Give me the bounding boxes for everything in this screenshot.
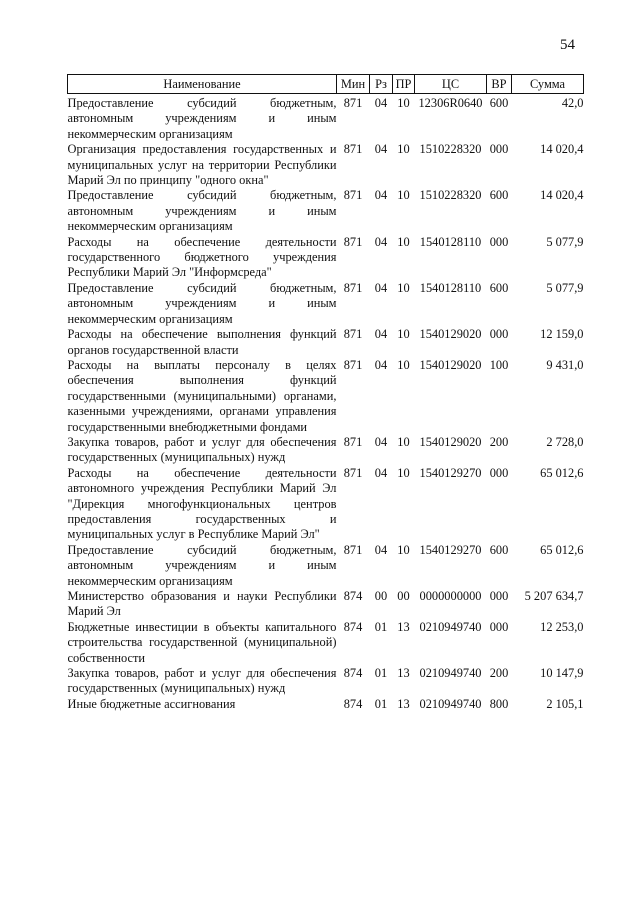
table-header-row — [68, 75, 584, 94]
cell-rz: 00 — [374, 589, 388, 603]
cell-sum: 12 253,0 — [540, 619, 584, 634]
cell-min: 871 — [343, 96, 363, 110]
table-row — [68, 620, 584, 666]
cell-vr: 600 — [489, 542, 509, 557]
cell-name: Расходы на обеспечение деятельности автономного учреждения Республики Марий Эл "Дирекция многофункциональных центров предоставления государственных и муниципальных услуг в Республике Марий Эл" — [67, 465, 337, 542]
cell-pr: 10 — [397, 542, 410, 557]
column-header-pr: ПР — [393, 75, 415, 94]
cell-name: Закупка товаров, работ и услуг для обеспечения государственных (муниципальных) нужд — [67, 666, 337, 696]
cell-sum: 65 012,6 — [540, 465, 584, 480]
cell-name: Организация предоставления государственных и муниципальных услуг на территории Республики Марий Эл по принципу "одного окна" — [67, 142, 337, 188]
cell-sum: 12 159,0 — [540, 327, 584, 342]
cell-name: Предоставление субсидий бюджетным, автономным учреждениям и иным некоммерческим организациям — [67, 96, 337, 141]
cell-vr: 000 — [489, 327, 509, 342]
table-row — [68, 358, 584, 435]
cell-name: Расходы на выплаты персоналу в целях обеспечения выполнения функций государственными (муниципальными) органами, казенными учреждениями, органами управления государственными внебюджетными фондами — [67, 357, 337, 434]
cell-sum: 10 147,9 — [540, 666, 584, 681]
cell-min: 871 — [343, 280, 363, 295]
cell-rz: 04 — [374, 280, 388, 295]
budget-table — [67, 74, 584, 712]
table-row — [68, 666, 584, 697]
table-row — [68, 327, 584, 358]
cell-pr: 10 — [397, 188, 410, 203]
cell-name: Предоставление субсидий бюджетным, автономным учреждениям и иным некоммерческим организациям — [67, 280, 337, 326]
cell-cs: 1510228320 — [419, 142, 482, 157]
cell-min: 874 — [343, 666, 363, 681]
page-number: 54 — [560, 37, 575, 53]
cell-cs: 1540128110 — [419, 280, 482, 295]
cell-sum: 42,0 — [561, 96, 584, 110]
cell-cs: 1540129020 — [419, 434, 482, 449]
cell-name: Расходы на обеспечение выполнения функций органов государственной власти — [67, 327, 337, 357]
cell-pr: 10 — [397, 327, 410, 342]
cell-rz: 04 — [374, 234, 388, 249]
column-header-rz: Рз — [370, 75, 393, 94]
cell-cs: 1540129270 — [419, 542, 482, 557]
cell-min: 871 — [343, 142, 363, 157]
cell-sum: 5 077,9 — [546, 280, 584, 295]
cell-min: 871 — [343, 434, 363, 449]
cell-cs: 0210949740 — [419, 619, 482, 634]
cell-sum: 14 020,4 — [540, 188, 584, 203]
cell-pr: 13 — [397, 619, 410, 634]
cell-pr: 10 — [397, 96, 410, 110]
table-row — [68, 697, 584, 712]
table-row — [68, 589, 584, 620]
cell-name: Министерство образования и науки Республики Марий Эл — [67, 589, 337, 619]
cell-pr: 10 — [397, 465, 410, 480]
cell-vr: 000 — [489, 619, 509, 634]
table-row — [68, 142, 584, 188]
cell-sum: 2 105,1 — [546, 696, 584, 711]
cell-cs: 0000000000 — [419, 589, 482, 603]
cell-pr: 13 — [397, 666, 410, 681]
cell-name: Расходы на обеспечение деятельности государственного бюджетного учреждения Республики Марий Эл "Информсреда" — [67, 234, 337, 280]
cell-rz: 04 — [374, 465, 388, 480]
cell-sum: 2 728,0 — [546, 434, 584, 449]
cell-min: 871 — [343, 542, 363, 557]
column-header-min: Мин — [337, 75, 370, 94]
cell-min: 874 — [343, 589, 363, 603]
cell-min: 871 — [343, 327, 363, 342]
column-header-sum: Сумма — [512, 75, 584, 94]
cell-pr: 13 — [397, 696, 410, 711]
cell-min: 871 — [343, 188, 363, 203]
table-row — [68, 435, 584, 466]
cell-vr: 600 — [489, 280, 509, 295]
cell-cs: 1540128110 — [419, 234, 482, 249]
cell-rz: 04 — [374, 188, 388, 203]
cell-min: 874 — [343, 696, 363, 711]
cell-vr: 200 — [489, 434, 509, 449]
cell-vr: 000 — [489, 589, 509, 603]
table-row — [68, 96, 584, 142]
cell-pr: 10 — [397, 280, 410, 295]
cell-name: Предоставление субсидий бюджетным, автономным учреждениям и иным некоммерческим организациям — [67, 188, 337, 234]
cell-name: Иные бюджетные ассигнования — [67, 696, 236, 711]
cell-name: Бюджетные инвестиции в объекты капитального строительства государственной (муниципальной) собственности — [67, 619, 337, 665]
table-row — [68, 235, 584, 281]
table-row — [68, 188, 584, 234]
cell-min: 874 — [343, 619, 363, 634]
cell-pr: 10 — [397, 142, 410, 157]
cell-cs: 1540129020 — [419, 327, 482, 342]
table-row — [68, 466, 584, 543]
cell-pr: 10 — [397, 234, 410, 249]
column-header-cs: ЦС — [415, 75, 487, 94]
cell-rz: 01 — [374, 619, 388, 634]
cell-rz: 04 — [374, 542, 388, 557]
cell-cs: 1510228320 — [419, 188, 482, 203]
cell-cs: 1540129020 — [419, 357, 482, 372]
cell-pr: 10 — [397, 434, 410, 449]
cell-vr: 800 — [489, 696, 509, 711]
cell-vr: 600 — [489, 96, 509, 110]
cell-rz: 04 — [374, 96, 388, 110]
cell-rz: 01 — [374, 696, 388, 711]
cell-pr: 10 — [397, 357, 410, 372]
cell-vr: 000 — [489, 142, 509, 157]
cell-sum: 9 431,0 — [546, 357, 584, 372]
column-header-vr: ВР — [487, 75, 512, 94]
cell-name: Закупка товаров, работ и услуг для обеспечения государственных (муниципальных) нужд — [67, 434, 337, 465]
cell-pr: 00 — [397, 589, 410, 603]
cell-sum: 65 012,6 — [540, 542, 584, 557]
cell-rz: 01 — [374, 666, 388, 681]
cell-vr: 000 — [489, 465, 509, 480]
table-row — [68, 281, 584, 327]
cell-vr: 600 — [489, 188, 509, 203]
cell-name: Предоставление субсидий бюджетным, автономным учреждениям и иным некоммерческим организациям — [67, 542, 337, 588]
cell-cs: 12306R0640 — [418, 96, 483, 110]
cell-min: 871 — [343, 465, 363, 480]
table-row — [68, 543, 584, 589]
cell-vr: 000 — [489, 234, 509, 249]
cell-min: 871 — [343, 234, 363, 249]
cell-sum: 14 020,4 — [540, 142, 584, 157]
column-header-name: Наименование — [68, 75, 337, 94]
cell-rz: 04 — [374, 327, 388, 342]
cell-cs: 1540129270 — [419, 465, 482, 480]
cell-min: 871 — [343, 357, 363, 372]
cell-rz: 04 — [374, 357, 388, 372]
cell-rz: 04 — [374, 142, 388, 157]
cell-vr: 100 — [489, 357, 509, 372]
cell-cs: 0210949740 — [419, 696, 482, 711]
cell-sum: 5 077,9 — [546, 234, 584, 249]
cell-vr: 200 — [489, 666, 509, 681]
cell-rz: 04 — [374, 434, 388, 449]
table-body — [68, 96, 584, 712]
cell-cs: 0210949740 — [419, 666, 482, 681]
cell-sum: 5 207 634,7 — [524, 589, 584, 603]
